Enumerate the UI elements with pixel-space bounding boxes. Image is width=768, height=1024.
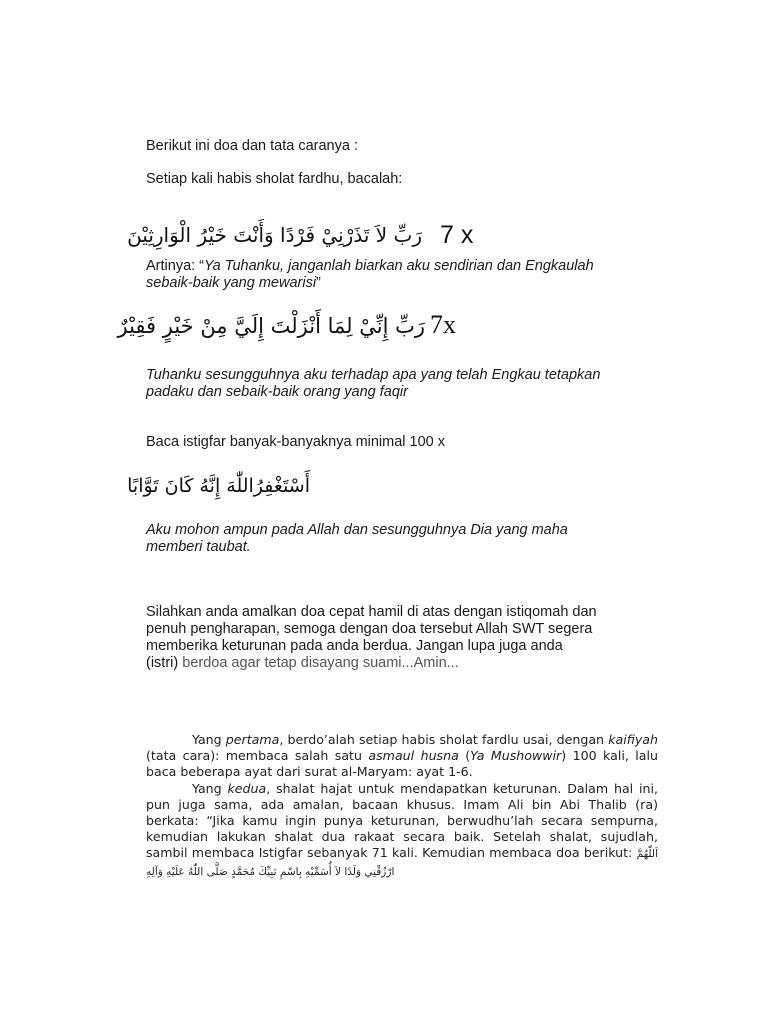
closing-istri: (istri) — [146, 655, 183, 671]
p1-kaifiyah: kaifiyah — [608, 732, 658, 747]
doa2-translation: Tuhanku sesungguhnya aku terhadap apa yang telah Engkau tetapkan — [146, 367, 601, 383]
p1-text: Yang — [192, 732, 226, 747]
doa1-translation-cont — [146, 275, 321, 292]
paragraph-pertama — [146, 732, 658, 781]
istigfar-instruction: Baca istigfar banyak-banyaknya minimal 100 x — [146, 434, 446, 450]
intro-line: Berikut ini doa dan tata caranya : — [146, 138, 358, 154]
istigfar-arabic: أَسْتَغْفِرُاللّٰهَ إِنَّهُ كَانَ تَوَّابًا — [127, 475, 310, 497]
intro-instruction: Setiap kali habis sholat fardhu, bacalah: — [146, 171, 403, 187]
doa2-repeat-count: 7x — [430, 310, 456, 339]
p1-paren: ( — [458, 748, 471, 764]
closing-line-1: Silahkan anda amalkan doa cepat hamil di atas dengan istiqomah dan — [146, 604, 597, 620]
p1-pertama: pertama — [225, 732, 280, 747]
closing-line-2: penuh pengharapan, semoga dengan doa tersebut Allah SWT segera — [146, 621, 593, 637]
istigfar-translation: Aku mohon ampun pada Allah dan sesungguhnya Dia yang maha — [146, 522, 568, 538]
artinya-label: Artinya: “ — [146, 258, 205, 274]
doa1-arabic: رَبِّ لاَ تَذَرْنِيْ فَرْدًا وَأَنْتَ خَيْرُ الْوَارِثِيْنَ — [127, 223, 422, 247]
p1-ya-mushowwir: Ya Mushowwir — [470, 748, 562, 764]
closing-quote: ” — [316, 275, 321, 291]
article-section — [146, 732, 658, 880]
closing-line-4 — [146, 655, 459, 672]
doa1-repeat-count: 7 x — [440, 221, 474, 249]
doa2-arabic: رَبِّ إِنِّيْ لِمَا أَنْزَلْتَ إِلَيَّ مِنْ خَيْرٍ فَقِيْرٌ — [117, 314, 425, 338]
p2-kedua: kedua — [227, 780, 267, 796]
p1-text-4: ) 100 kali, lalu baca beberapa ayat dari surat al-Maryam: ayat 1-6. — [146, 748, 658, 780]
p1-asmaul-husna: asmaul husna — [368, 748, 459, 764]
p2-text-2: , shalat hajat untuk mendapatkan keturunan. Dalam hal ini, pun juga sama, ada amalan, bacaan khusus. Imam Ali bin Abi Thalib (ra) berkata: “Jika kamu ingin punya keturunan, berwudhu’lah secara sempurna, kemudian lakukan shalat dua rakaat secara baik. Setelah shalat, sujudlah, sambil membaca Istigfar sebanyak 71 kali. Kemudian membaca doa berikut: — [146, 780, 658, 861]
closing-amin: berdoa agar tetap disayang suami...Amin... — [182, 655, 459, 671]
doa1-translation-text-2: sebaik-baik yang mewarisi — [146, 275, 317, 291]
doa1-translation-text: Ya Tuhanku, janganlah biarkan aku sendirian dan Engkaulah — [204, 258, 594, 274]
p2-arabic-doa: اَللّٰهُمَّ ارْزُقْنِي وَلَدًا لاَ أُسَمِّيْهِ بِاسْمِ نَبِيِّكَ مُحَمَّدٍ صَلَّى اللّٰهُ عَلَيْهِ وَآلِهِ — [146, 848, 658, 878]
p2-text: Yang — [192, 780, 228, 796]
paragraph-kedua — [146, 781, 658, 880]
doa1-translation — [146, 258, 594, 275]
p1-text-3: (tata cara): membaca salah satu — [146, 748, 369, 764]
istigfar-translation-cont: memberi taubat. — [146, 539, 251, 555]
closing-line-3: memberika keturunan pada anda berdua. Jangan lupa juga anda — [146, 638, 563, 654]
p1-text-2: , berdo’alah setiap habis sholat fardlu usai, dengan — [279, 732, 609, 747]
doa2-translation-cont: padaku dan sebaik-baik orang yang faqir — [146, 384, 408, 400]
